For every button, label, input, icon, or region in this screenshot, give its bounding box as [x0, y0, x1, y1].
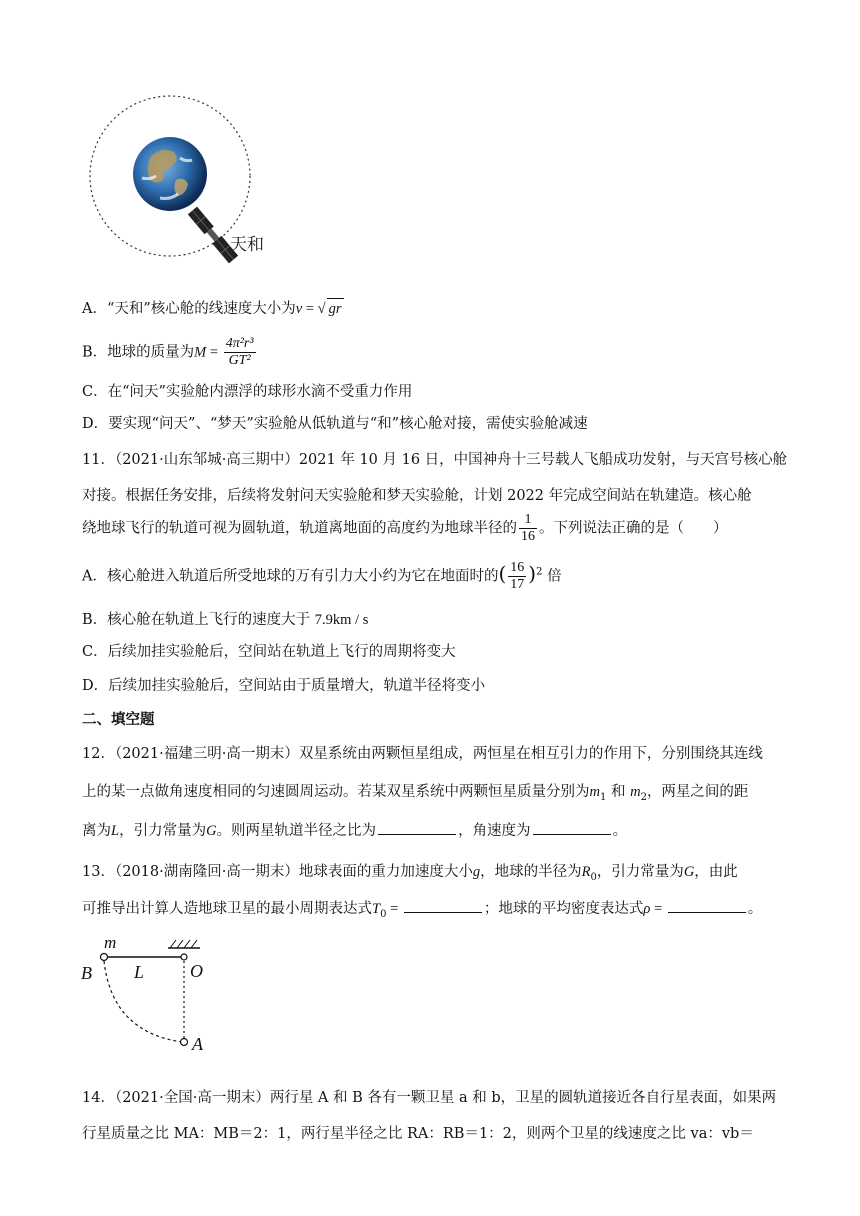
q12-line3: 离为L，引力常量为G。则两星轨道半径之比为 ，角速度为 。 — [82, 820, 627, 841]
q10-option-a: A．“天和”核心舱的线速度大小为v = √ gr — [82, 298, 344, 319]
label-m: m — [104, 934, 117, 952]
q13-line1: 13．（2018·湖南隆回·高一期末）地球表面的重力加速度大小g，地球的半径为$R_0$，引力常量为G，由此 — [82, 864, 738, 883]
earth-orbit-figure — [80, 88, 300, 288]
fraction-1-16: $\frac{1}{16}$ — [521, 512, 535, 544]
q11-line1: 11．（2021·山东邹城·高三期中）2021 年 10 月 16 日，中国神舟十三号载人飞船成功发射，与天宫号核心舱 — [82, 452, 788, 468]
label-o: O — [190, 961, 203, 981]
fraction-16-17: $\frac{16}{17}$ — [510, 560, 525, 592]
q12-line2: 上的某一点做角速度相同的匀速圆周运动。若某双星系统中两颗恒星质量分别为$m_1$ 和 $m_2$，两星之间的距 — [82, 784, 749, 803]
label-b: B — [81, 963, 92, 983]
label-a: A — [192, 1034, 203, 1054]
q10-option-b: B．地球的质量为M = $\frac{\text{4π²r³}}{\text{GT²}}$ — [82, 336, 254, 368]
mass-fraction: $\frac{\text{4π²r³}}{\text{GT²}}$ — [225, 336, 254, 368]
q11-line2: 对接。根据任务安排，后续将发射问天实验舱和梦天实验舱，计划 2022 年完成空间站在轨建造。核心舱 — [82, 488, 752, 504]
earth-icon — [133, 137, 207, 211]
answer-blank-omega[interactable] — [533, 820, 611, 835]
q11-option-b: B．核心舱在轨道上飞行的速度大于 7.9km / s — [82, 612, 369, 628]
pivot-circle — [181, 954, 187, 960]
q10-option-d: D．要实现“问天”、“梦天”实验舱从低轨道与“和”核心舱对接，需使实验舱减速 — [82, 416, 588, 432]
pendulum-figure — [78, 934, 228, 1054]
answer-blank-density[interactable] — [668, 898, 746, 913]
q14-line1: 14．（2021·全国·高一期末）两行星 A 和 B 各有一颗卫星 a 和 b，卫星的圆轨道接近各自行星表面，如果两 — [82, 1090, 777, 1106]
tianhe-label: 天和 — [230, 235, 264, 255]
q11-line3: 绕地球飞行的轨道可视为圆轨道，轨道离地面的高度约为地球半径的 $\frac{1}{16}$ 。下列说法正确的是（ ） — [82, 512, 728, 544]
q11-option-a: A．核心舱进入轨道后所受地球的万有引力大小约为它在地面时的( $\frac{16}{17}$ )$^2$ 倍 — [82, 560, 562, 592]
q10-option-c: C．在“问天”实验舱内漂浮的球形水滴不受重力作用 — [82, 384, 413, 400]
section-title: 二、填空题 — [82, 711, 155, 728]
q13-line2: 可推导出计算人造地球卫星的最小周期表达式$T_0$ = ；地球的平均密度表达式ρ = 。 — [82, 898, 762, 925]
ball-circle — [101, 954, 108, 961]
label-l: L — [134, 962, 145, 982]
q12-line1: 12．（2021·福建三明·高一期末）双星系统由两颗恒星组成，两恒星在相互引力的作用下，分别围绕其连线 — [82, 746, 763, 762]
point-a-circle — [181, 1039, 188, 1046]
answer-blank-ratio[interactable] — [378, 820, 456, 835]
q11-option-c: C．后续加挂实验舱后，空间站在轨道上飞行的周期将变大 — [82, 644, 456, 660]
answer-blank-period[interactable] — [404, 898, 482, 913]
q14-line2: 行星质量之比 MA：MB＝2：1，两行星半径之比 RA：RB＝1：2，则两个卫星的线速度之比 va：vb＝ — [82, 1126, 754, 1142]
q11-option-d: D．后续加挂实验舱后，空间站由于质量增大，轨道半径将变小 — [82, 678, 486, 694]
